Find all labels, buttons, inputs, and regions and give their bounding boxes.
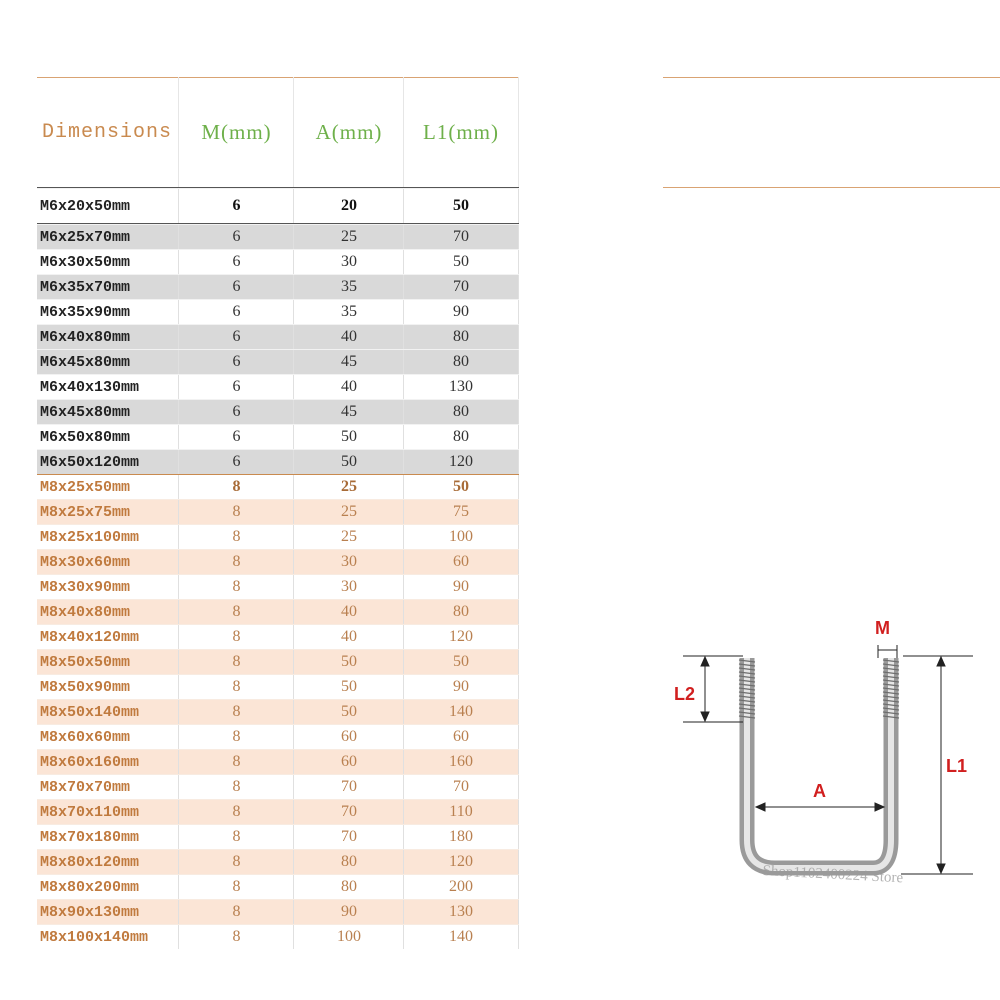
cell-dimensions: M8x60x160mm (40, 753, 140, 771)
cell-a: 50 (293, 425, 404, 449)
cell-l1: 180 (403, 825, 519, 849)
cell-dimensions: M8x70x180mm (40, 828, 140, 846)
table-row (37, 774, 519, 799)
u-bolt-diagram (665, 610, 985, 900)
dimensions-table (37, 77, 519, 949)
cell-l1: 90 (403, 575, 519, 599)
cell-l1: 80 (403, 425, 519, 449)
cell-m: 8 (178, 475, 294, 499)
cell-a: 70 (293, 825, 404, 849)
cell-a: 30 (293, 550, 404, 574)
cell-l1: 70 (403, 225, 519, 249)
cell-m: 6 (178, 225, 294, 249)
table-row (37, 624, 519, 649)
cell-dimensions: M8x50x140mm (40, 703, 140, 721)
cell-dimensions: M8x90x130mm (40, 903, 140, 921)
u-bolt-drawing (665, 610, 985, 900)
cell-l1: 140 (403, 700, 519, 724)
cell-m: 6 (178, 350, 294, 374)
table-row (37, 324, 519, 349)
cell-m: 6 (178, 275, 294, 299)
cell-dimensions: M6x40x130mm (40, 378, 140, 396)
cell-dimensions: M8x50x50mm (40, 653, 131, 671)
cell-m: 6 (178, 400, 294, 424)
table-row (37, 399, 519, 424)
m-dimension (878, 645, 897, 658)
table-row (37, 299, 519, 324)
cell-l1: 50 (403, 650, 519, 674)
cell-m: 8 (178, 925, 294, 949)
table-row (37, 924, 519, 949)
table-row (37, 224, 519, 249)
table-row (37, 188, 519, 224)
cell-m: 8 (178, 875, 294, 899)
cell-m: 6 (178, 425, 294, 449)
cell-dimensions: M8x25x100mm (40, 528, 140, 546)
cell-m: 8 (178, 850, 294, 874)
header-dimensions: Dimensions (42, 120, 173, 144)
cell-m: 8 (178, 625, 294, 649)
table-row (37, 349, 519, 374)
table-row (37, 599, 519, 624)
cell-dimensions: M8x40x120mm (40, 628, 140, 646)
cell-dimensions: M6x45x80mm (40, 353, 131, 371)
label-a: A (813, 781, 826, 801)
cell-m: 8 (178, 725, 294, 749)
cell-dimensions: M6x35x90mm (40, 303, 131, 321)
cell-a: 60 (293, 725, 404, 749)
header-m: M(mm) (178, 77, 294, 187)
header-l1: L1(mm) (403, 77, 519, 187)
cell-a: 25 (293, 525, 404, 549)
cell-m: 8 (178, 525, 294, 549)
cell-dimensions: M8x100x140mm (40, 928, 149, 946)
cell-l1: 200 (403, 875, 519, 899)
cell-m: 6 (178, 325, 294, 349)
table-row (37, 899, 519, 924)
cell-l1: 50 (403, 189, 519, 223)
table-row (37, 499, 519, 524)
cell-dimensions: M8x60x60mm (40, 728, 131, 746)
cell-l1: 130 (403, 375, 519, 399)
cell-l1: 160 (403, 750, 519, 774)
cell-dimensions: M6x50x120mm (40, 453, 140, 471)
top-rule-right (663, 77, 1000, 78)
cell-l1: 75 (403, 500, 519, 524)
table-row (37, 424, 519, 449)
cell-m: 8 (178, 600, 294, 624)
cell-dimensions: M6x45x80mm (40, 403, 131, 421)
cell-a: 90 (293, 900, 404, 924)
cell-a: 50 (293, 700, 404, 724)
cell-dimensions: M8x70x110mm (40, 803, 140, 821)
cell-dimensions: M8x80x120mm (40, 853, 140, 871)
cell-dimensions: M6x30x50mm (40, 253, 131, 271)
cell-a: 40 (293, 325, 404, 349)
table-row (37, 249, 519, 274)
cell-m: 8 (178, 675, 294, 699)
cell-a: 45 (293, 400, 404, 424)
label-m: M (875, 618, 890, 638)
table-row (37, 474, 519, 499)
cell-dimensions: M8x70x70mm (40, 778, 131, 796)
cell-l1: 130 (403, 900, 519, 924)
label-l1: L1 (946, 756, 968, 776)
table-row (37, 649, 519, 674)
table-row (37, 724, 519, 749)
cell-a: 70 (293, 775, 404, 799)
cell-m: 8 (178, 775, 294, 799)
table-row (37, 699, 519, 724)
cell-l1: 70 (403, 775, 519, 799)
cell-l1: 80 (403, 600, 519, 624)
cell-dimensions: M6x40x80mm (40, 328, 131, 346)
cell-dimensions: M8x80x200mm (40, 878, 140, 896)
cell-dimensions: M6x35x70mm (40, 278, 131, 296)
cell-l1: 120 (403, 450, 519, 474)
cell-l1: 50 (403, 475, 519, 499)
cell-l1: 70 (403, 275, 519, 299)
cell-a: 30 (293, 250, 404, 274)
cell-a: 20 (293, 189, 404, 223)
header-rule-right (663, 187, 1000, 188)
cell-l1: 120 (403, 850, 519, 874)
cell-dimensions: M8x30x90mm (40, 578, 131, 596)
cell-m: 8 (178, 650, 294, 674)
cell-m: 6 (178, 189, 294, 223)
table-body (37, 188, 519, 949)
cell-l1: 80 (403, 400, 519, 424)
header-a: A(mm) (293, 77, 404, 187)
cell-a: 70 (293, 800, 404, 824)
cell-m: 8 (178, 575, 294, 599)
cell-m: 8 (178, 750, 294, 774)
cell-a: 35 (293, 300, 404, 324)
table-row (37, 549, 519, 574)
table-row (37, 824, 519, 849)
cell-a: 25 (293, 225, 404, 249)
cell-m: 8 (178, 825, 294, 849)
cell-l1: 120 (403, 625, 519, 649)
table-row (37, 674, 519, 699)
cell-a: 100 (293, 925, 404, 949)
cell-a: 30 (293, 575, 404, 599)
table-row (37, 799, 519, 824)
cell-dimensions: M8x40x80mm (40, 603, 131, 621)
cell-m: 8 (178, 800, 294, 824)
cell-m: 8 (178, 500, 294, 524)
cell-dimensions: M8x25x50mm (40, 478, 131, 496)
cell-m: 6 (178, 300, 294, 324)
table-row (37, 849, 519, 874)
cell-l1: 50 (403, 250, 519, 274)
cell-a: 40 (293, 600, 404, 624)
cell-dimensions: M6x50x80mm (40, 428, 131, 446)
cell-a: 80 (293, 850, 404, 874)
cell-l1: 100 (403, 525, 519, 549)
cell-a: 25 (293, 475, 404, 499)
cell-a: 40 (293, 375, 404, 399)
cell-m: 8 (178, 900, 294, 924)
cell-l1: 140 (403, 925, 519, 949)
cell-a: 35 (293, 275, 404, 299)
a-dimension (756, 803, 884, 811)
cell-dimensions: M6x25x70mm (40, 228, 131, 246)
cell-m: 6 (178, 250, 294, 274)
table-header (37, 77, 519, 188)
cell-dimensions: M8x50x90mm (40, 678, 131, 696)
watermark: Shop1102400224 Store (762, 863, 904, 887)
cell-a: 80 (293, 875, 404, 899)
cell-m: 8 (178, 700, 294, 724)
cell-a: 40 (293, 625, 404, 649)
cell-a: 50 (293, 675, 404, 699)
table-row (37, 524, 519, 549)
cell-dimensions: M8x25x75mm (40, 503, 131, 521)
cell-m: 8 (178, 550, 294, 574)
cell-l1: 110 (403, 800, 519, 824)
u-bolt-rod (747, 658, 891, 868)
table-row (37, 574, 519, 599)
table-row (37, 274, 519, 299)
cell-a: 50 (293, 650, 404, 674)
cell-l1: 80 (403, 350, 519, 374)
cell-m: 6 (178, 450, 294, 474)
cell-dimensions: M8x30x60mm (40, 553, 131, 571)
table-row (37, 374, 519, 399)
cell-a: 50 (293, 450, 404, 474)
cell-l1: 60 (403, 725, 519, 749)
label-l2: L2 (674, 684, 696, 704)
table-row (37, 874, 519, 899)
table-row (37, 449, 519, 474)
cell-dimensions: M6x20x50mm (40, 197, 131, 215)
cell-a: 45 (293, 350, 404, 374)
cell-l1: 90 (403, 300, 519, 324)
cell-a: 25 (293, 500, 404, 524)
cell-l1: 60 (403, 550, 519, 574)
cell-l1: 90 (403, 675, 519, 699)
cell-l1: 80 (403, 325, 519, 349)
cell-a: 60 (293, 750, 404, 774)
table-row (37, 749, 519, 774)
cell-m: 6 (178, 375, 294, 399)
